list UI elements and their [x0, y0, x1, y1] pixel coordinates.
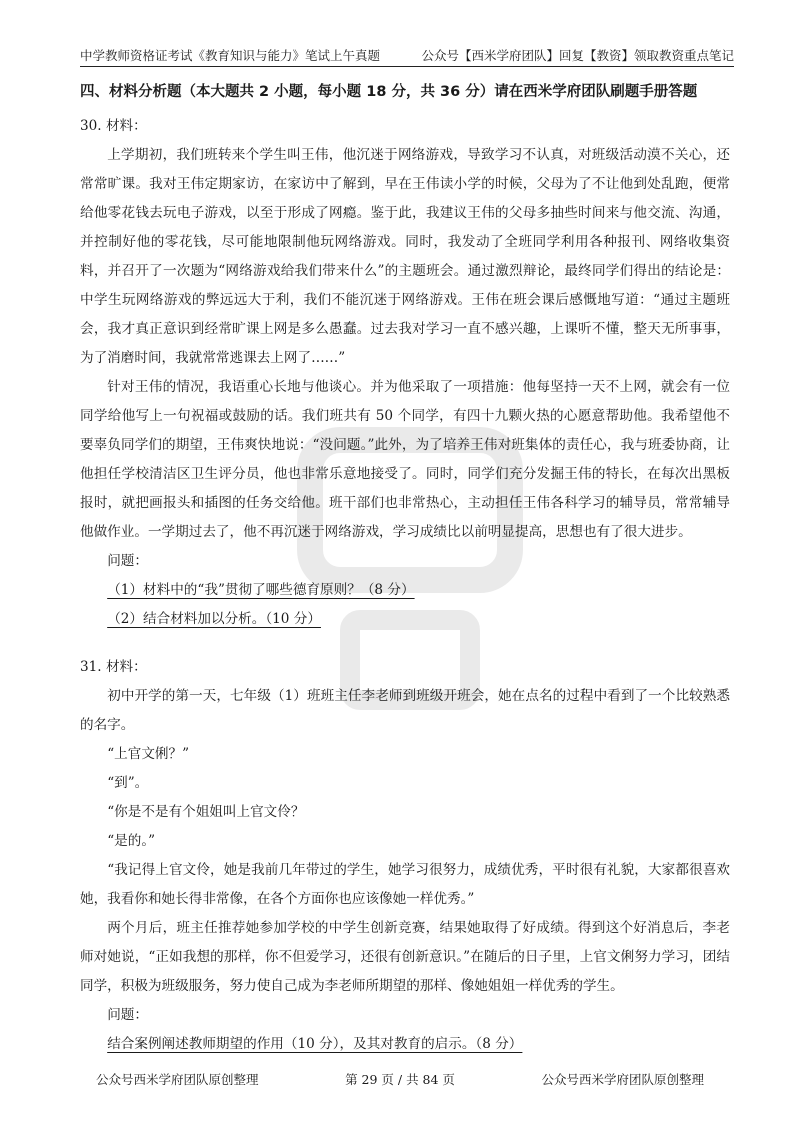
- footer-left: 公众号西米学府团队原创整理: [96, 1072, 259, 1087]
- page-footer: [96, 1070, 704, 1088]
- header-right: 公众号【西米学府团队】回复【教资】领取教资重点笔记: [421, 48, 734, 63]
- q31-paragraph-3: 两个月后，班主任推荐她参加学校的中学生创新竞赛，结果她取得了好成绩。得到这个好消息后，李老师对她说，“正如我想的那样，你不但爱学习，还很有创新意识。”在随后的日子里，上官文俐努力学习，团结同学，积极为班级服务，努力使自己成为李老师所期望的那样、像她姐姐一样优秀的学生。: [80, 920, 730, 994]
- q31-dialogue-2: “到”。: [107, 775, 149, 791]
- q31-dialogue-3: “你是不是有个姐姐叫上官文伶？: [107, 804, 305, 820]
- q30-question-label: 问题：: [107, 553, 148, 569]
- q30-paragraph-2: 针对王伟的情况，我语重心长地与他谈心。并为他采取了一项措施：他每坚持一天不上网，就会有一位同学给他写上一句祝福或鼓励的话。我们班共有 50 个同学，有四十九颗火热的心愿意帮助他。我希望他不要辜负同学们的期望，王伟爽快地说：“没问题。”此外，为了培养王伟对班集体的责任心，我与班委协商，让他担任学校清洁区卫生评分员，他也非常乐意地接受了。同时，同学们充分发掘王伟的特长，在每次出黑板报时，就把画报头和插图的任务交给他。班干部们也非常热心，主动担任王伟各科学习的辅导员，常常辅导他做作业。一学期过去了，他不再沉迷于网络游戏，学习成绩比以前明显提高，思想也有了很大进步。: [80, 379, 730, 540]
- q30-question-1: （1）材料中的“我”贯彻了哪些德育原则？（8 分）: [107, 582, 415, 598]
- q31-question-label: 问题：: [107, 1007, 148, 1023]
- q31-dialogue-1: “上官文俐？”: [107, 746, 190, 762]
- q30-paragraph-1: 上学期初，我们班转来个学生叫王伟，他沉迷于网络游戏，导致学习不认真，对班级活动漠不关心，还常常旷课。我对王伟定期家访，在家访中了解到，早在王伟读小学的时候，父母为了不让他到处乱跑，便常给他零花钱去玩电子游戏，以至于形成了网瘾。鉴于此，我建议王伟的父母多抽些时间来与他交流、沟通，并控制好他的零花钱，尽可能地限制他玩网络游戏。同时，我发动了全班同学利用各种报刊、网络收集资料，并召开了一次题为“网络游戏给我们带来什么”的主题班会。通过激烈辩论，最终同学们得出的结论是：中学生玩网络游戏的弊远远大于利，我们不能沉迷于网络游戏。王伟在班会课后感慨地写道：“通过主题班会，我才真正意识到经常旷课上网是多么愚蠢。过去我对学习一直不感兴趣，上课听不懂，整天无所事事，为了消磨时间，我就常常逃课去上网了……”: [80, 147, 730, 366]
- page-number: 第 29 页 / 共 84 页: [345, 1072, 455, 1087]
- question-30: [80, 112, 730, 634]
- section-title: 四、材料分析题（本大题共 2 小题，每小题 18 分，共 36 分）请在西米学府团队刷题手册答题: [80, 84, 698, 100]
- question-31: [80, 653, 730, 1059]
- q31-paragraph-2: “我记得上官文伶，她是我前几年带过的学生，她学习很努力，成绩优秀，平时很有礼貌，大家都很喜欢她，我看你和她长得非常像，在各个方面你也应该像她一样优秀。”: [80, 862, 730, 907]
- q31-dialogue-4: “是的。”: [107, 833, 156, 849]
- q31-label: 31. 材料：: [80, 659, 147, 675]
- header-rule: [80, 66, 734, 67]
- footer-right: 公众号西米学府团队原创整理: [541, 1072, 704, 1087]
- q30-question-2: （2）结合材料加以分析。（10 分）: [107, 611, 321, 627]
- header-left: 中学教师资格证考试《教育知识与能力》笔试上午真题: [80, 48, 381, 63]
- page-header: [80, 44, 734, 64]
- q30-label: 30. 材料：: [80, 118, 147, 134]
- q31-question-1: 结合案例阐述教师期望的作用（10 分），及其对教育的启示。（8 分）: [107, 1036, 523, 1052]
- q31-paragraph-1: 初中开学的第一天，七年级（1）班班主任李老师到班级开班会，她在点名的过程中看到了一个比较熟悉的名字。: [80, 688, 730, 733]
